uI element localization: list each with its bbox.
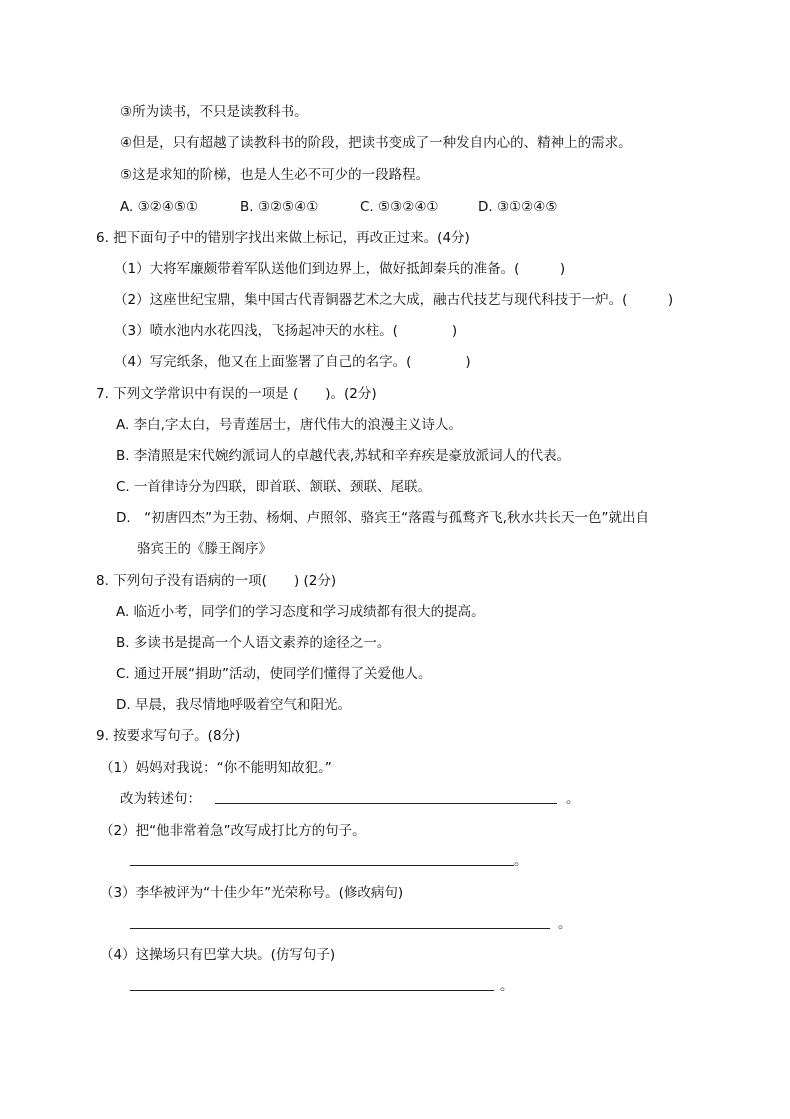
question-9-title: 9. 按要求写句子。(8分): [96, 728, 241, 744]
answer-line-1-period: 。: [566, 791, 580, 807]
question-7-option-d-continued: 骆宾王的《滕王阁序》: [137, 541, 272, 557]
question-6-item-3: （3）喷水池内水花四浅，飞扬起冲天的水柱。( ): [114, 323, 458, 339]
question-8-title: 8. 下列句子没有语病的一项( ) (2分): [96, 573, 337, 589]
question-9-item-2: （2）把“他非常着急”改写成打比方的句子。: [100, 823, 366, 839]
question-9-item-4: （4）这操场只有巴掌大块。(仿写句子): [100, 947, 336, 963]
question-9-item-3: （3）李华被评为“十佳少年”光荣称号。(修改病句): [100, 885, 404, 901]
question-7-option-b: B. 李清照是宋代婉约派词人的卓越代表,苏轼和辛弃疾是豪放派词人的代表。: [116, 448, 571, 464]
rewrite-label: 改为转述句：: [120, 791, 201, 807]
reading-sentence-3: ③所为读书，不只是读教科书。: [120, 104, 308, 120]
reading-sentence-5: ⑤这是求知的阶梯，也是人生必不可少的一段路程。: [120, 167, 430, 183]
answer-line-2[interactable]: [130, 865, 514, 866]
question-6-item-1: （1）大将军廉颇带着军队送他们到边界上，做好抵卸秦兵的准备。( ): [114, 261, 566, 277]
reading-option-d: D. ③①②④⑤: [478, 199, 558, 215]
question-7-option-a: A. 李白,字太白，号青莲居士，唐代伟大的浪漫主义诗人。: [116, 417, 462, 433]
reading-option-b: B. ③②⑤④①: [240, 199, 319, 215]
question-8-option-a: A. 临近小考，同学们的学习态度和学习成绩都有很大的提高。: [116, 604, 485, 620]
answer-line-2-period: 。: [514, 853, 528, 869]
question-8-option-d: D. 早晨，我尽情地呼吸着空气和阳光。: [116, 697, 351, 713]
answer-line-3-period: 。: [558, 916, 572, 932]
question-6-title: 6. 把下面句子中的错别字找出来做上标记，再改正过来。(4分): [96, 230, 470, 246]
question-6-item-4: （4）写完纸条，他又在上面鉴署了自己的名字。( ): [114, 354, 471, 370]
answer-line-3[interactable]: [130, 928, 550, 929]
reading-sentence-4: ④但是，只有超越了读教科书的阶段，把读书变成了一种发自内心的、精神上的需求。: [120, 135, 632, 151]
question-7-option-d: D. “初唐四杰”为王勃、杨炯、卢照邻、骆宾王“落霞与孤鹜齐飞,秋水共长天一色”就出自: [116, 510, 649, 526]
question-7-option-c: C. 一首律诗分为四联，即首联、颔联、颈联、尾联。: [116, 479, 432, 495]
answer-line-1[interactable]: [215, 803, 557, 804]
question-8-option-b: B. 多读书是提高一个人语文素养的途径之一。: [116, 635, 391, 651]
question-6-item-2: （2）这座世纪宝鼎，集中国古代青铜器艺术之大成，融古代技艺与现代科技于一炉。( ): [114, 292, 674, 308]
question-8-option-c: C. 通过开展“捐助”活动，使同学们懂得了关爱他人。: [116, 666, 432, 682]
question-9-item-1: （1）妈妈对我说：“你不能明知故犯。”: [100, 760, 332, 776]
reading-option-a: A. ③②④⑤①: [120, 199, 199, 215]
answer-line-4[interactable]: [130, 990, 494, 991]
answer-line-4-period: 。: [500, 978, 514, 994]
reading-option-c: C. ⑤③②④①: [360, 199, 439, 215]
question-7-title: 7. 下列文学常识中有误的一项是 ( )。(2分): [96, 386, 377, 402]
